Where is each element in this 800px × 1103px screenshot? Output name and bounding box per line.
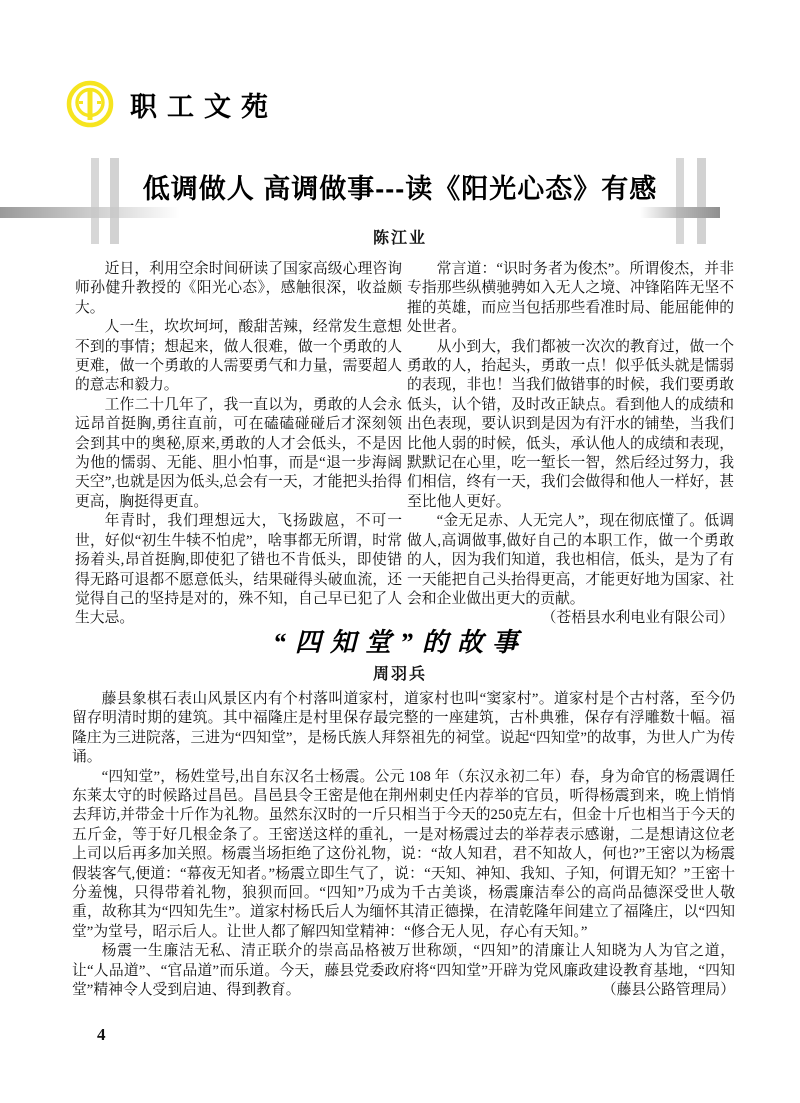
paragraph: 常言道：“识时务者为俊杰”。所谓俊杰，并非专指那些纵横驰骋如入无人之境、冲锋陷阵无坚不摧的英雄，而应当包括那些看准时局、能屈能伸的处世者。 [407,261,734,336]
article1-right-column [407,260,734,629]
article2-attribution: （藤县公路管理局） [601,982,735,999]
article1-attribution: （苍梧县水利电业有限公司） [541,610,734,627]
article2-title: “四知堂”的故事 [272,628,527,657]
paragraph: 从小到大，我们都被一次次的教育过，做一个勇敢的人，抬起头，勇敢一点！似乎低头就是懦弱的表现，非也！当我们做错事的时候，我们要勇敢低头，认个错，及时改正缺点。看到他人的成绩和出色表现，要认识到是因为有汗水的铺垫，当我们比他人弱的时候，低头，承认他人的成绩和表现，默默记在心里，吃一堑长一智，然后经过努力，我们相信，终有一天，我们会做得和他人一样好，甚至比他人更好。 [407,338,734,510]
masthead [66,80,278,128]
article1-title-banner [0,155,800,260]
article1-author: 陈江业 [372,230,427,247]
article2-body [72,690,735,1001]
paragraph: “四知堂”，杨姓堂号,出自东汉名士杨震。公元 108 年（东汉永初二年）春，身为命官的杨震调任东莱太守的时候路过昌邑。昌邑县令王密是他在荆州刺史任内荐举的官员，听得杨震到来，晚上悄悄去拜访,并带金十斤作为礼物。虽然东汉时的一斤只相当于今天的250克左右，但金十斤也相当于今天的五斤金，等于好几根金条了。王密送这样的重礼，一是对杨震过去的举荐表示感谢，二是想请这位老上司以后再多加关照。杨震当场拒绝了这份礼物，说：“故人知君，君不知故人，何也?”王密以为杨震假装客气,便道：“幕夜无知者。”杨震立即生气了，说：“天知、神知、我知、子知，何谓无知？”王密十分羞愧，只得带着礼物，狼狈而回。“四知”乃成为千古美谈，杨震廉洁奉公的高尚品德深受世人敬重，故称其为“四知先生”。道家村杨氏后人为缅怀其清正德操，在清乾隆年间建立了福隆庄，以“四知堂”为堂号，昭示后人。让世人都了解四知堂精神：“修合无人见，存心有天知。” [72,768,735,940]
paragraph-text: 杨震一生廉洁无私、清正联介的崇高品格被万世称颂，“四知”的清廉让人知晓为人为官之道，让“人品道”、“官品道”而乐道。今天，藤县党委政府将“四知堂”开辟为党风廉政建设教育基地，“四知堂”精神令人受到启迪、得到教育。 [72,943,735,999]
decor-rule-left [0,207,180,218]
article2-author: 周羽兵 [372,666,427,683]
paragraph: 工作二十几年了，我一直以为，勇敢的人会永远昂首挺胸,勇往直前，可在磕磕碰碰后才深刻领会到其中的奥秘,原来,勇敢的人才会低头，不是因为他的懦弱、无能、胆小怕事，而是“退一步海阔天空”,也就是因为低头,总会有一天，才能把头抬得更高，胸挺得更直。 [75,396,402,510]
article1-left-column [75,260,402,629]
paragraph: 近日，利用空余时间研读了国家高级心理咨询师孙健升教授的《阳光心态》，感触很深，收益颇大。 [75,261,402,316]
trade-union-logo-icon [66,80,114,128]
article1-body [75,260,735,629]
paragraph: 人一生，坎坎坷坷，酸甜苦辣，经常发生意想不到的事情；想起来，做人很难，做一个勇敢的人更难，做一个勇敢的人需要勇气和力量，需要超人的意志和毅力。 [75,319,402,394]
paragraph: “金无足赤、人无完人”，现在彻底懂了。低调做人,高调做事,做好自己的本职工作，做一个勇敢的人，因为我们知道，我也相信，低头，是为了有一天能把自己头抬得更高，才能更好地为国家、社会和企业做出更大的贡献。 [407,513,734,607]
decor-rule-right [640,207,720,218]
article1-title: 低调做人 高调做事---读《阳光心态》有感 [142,174,658,204]
section-title: 职工文苑 [130,91,278,122]
paragraph: 藤县象棋石表山风景区内有个村落叫道家村，道家村也叫“窦家村”。道家村是个古村落，至今仍留存明清时期的建筑。其中福隆庄是村里保存最完整的一座建筑，古朴典雅，保存有浮雕数十幅。福隆庄为三进院落，三进为“四知堂”，是杨氏族人拜祭祖先的祠堂。说起“四知堂”的故事，为世人广为传诵。 [72,691,735,766]
paragraph: 年青时，我们理想远大，飞扬跋扈，不可一世，好似“初生牛犊不怕虎”，啥事都无所谓，时常扬着头,昂首挺胸,即使犯了错也不肯低头，即使错得无路可退都不愿意低头，结果碰得头破血流，还觉得自己的坚持是对的，殊不知，自己早已犯了人生大忌。 [75,513,402,627]
paragraph [72,942,735,1000]
page-number: 4 [97,1025,106,1044]
